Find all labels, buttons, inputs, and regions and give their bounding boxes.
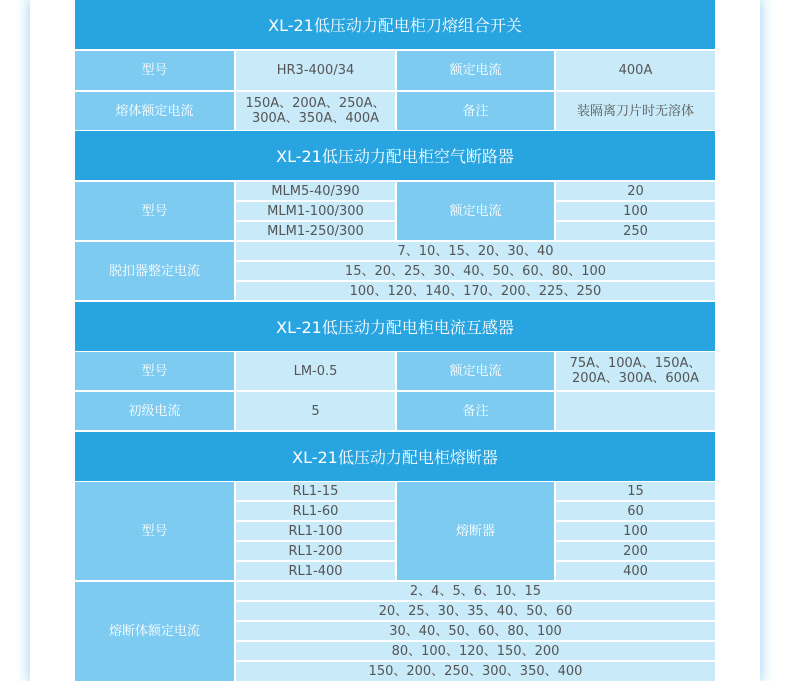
value-ct-remark (556, 392, 715, 430)
label-fuse-element-current: 熔断体额定电流 (75, 582, 234, 681)
trip-current-row-3: 100、120、140、170、200、225、250 (236, 282, 715, 300)
label-trip-current: 脱扣器整定电流 (75, 242, 234, 300)
value-primary-current: 5 (236, 392, 395, 430)
value-line: 200A、300A、600A (571, 371, 700, 386)
fuse-current-5: 400 (556, 562, 715, 580)
fuse-model-5: RL1-400 (236, 562, 395, 580)
value-line: 150A、200A、250A、 (245, 96, 386, 111)
breaker-current-1: 20 (556, 182, 715, 200)
fuse-element-row-1: 2、4、5、6、10、15 (236, 582, 715, 600)
value-rated-current: 400A (556, 51, 715, 90)
label-fuse-model: 型号 (75, 482, 234, 580)
section-title-switch: XL-21低压动力配电柜刀熔组合开关 (75, 0, 715, 49)
value-ct-rated-current (556, 352, 715, 390)
label-ct-rated-current: 额定电流 (397, 352, 554, 390)
fuse-current-4: 200 (556, 542, 715, 560)
breaker-model-1: MLM5-40/390 (236, 182, 395, 200)
label-primary-current: 初级电流 (75, 392, 234, 430)
value-fuse-rated-current (236, 92, 395, 130)
fuse-current-3: 100 (556, 522, 715, 540)
fuse-element-row-2: 20、25、30、35、40、50、60 (236, 602, 715, 620)
value-remark: 装隔离刀片时无溶体 (556, 92, 715, 130)
label-fuse-rated-current: 熔体额定电流 (75, 92, 234, 130)
fuse-element-row-5: 150、200、250、300、350、400 (236, 662, 715, 681)
breaker-current-3: 250 (556, 222, 715, 240)
fuse-model-1: RL1-15 (236, 482, 395, 500)
label-remark: 备注 (397, 92, 554, 130)
section-title-transformer: XL-21低压动力配电柜电流互感器 (75, 302, 715, 351)
breaker-model-3: MLM1-250/300 (236, 222, 395, 240)
fuse-element-row-3: 30、40、50、60、80、100 (236, 622, 715, 640)
section-title-breaker: XL-21低压动力配电柜空气断路器 (75, 131, 715, 180)
label-fuse: 熔断器 (397, 482, 554, 580)
label-rated-current: 额定电流 (397, 51, 554, 90)
trip-current-row-2: 15、20、25、30、40、50、60、80、100 (236, 262, 715, 280)
fuse-current-2: 60 (556, 502, 715, 520)
label-ct-remark: 备注 (397, 392, 554, 430)
label-model: 型号 (75, 51, 234, 90)
trip-current-row-1: 7、10、15、20、30、40 (236, 242, 715, 260)
fuse-current-1: 15 (556, 482, 715, 500)
section-title-fuse: XL-21低压动力配电柜熔断器 (75, 432, 715, 481)
value-line: 300A、350A、400A (251, 111, 380, 126)
fuse-model-2: RL1-60 (236, 502, 395, 520)
spec-sheet (75, 0, 715, 681)
value-ct-model: LM-0.5 (236, 352, 395, 390)
breaker-current-2: 100 (556, 202, 715, 220)
value-model: HR3-400/34 (236, 51, 395, 90)
fuse-model-4: RL1-200 (236, 542, 395, 560)
breaker-model-2: MLM1-100/300 (236, 202, 395, 220)
label-ct-model: 型号 (75, 352, 234, 390)
fuse-element-row-4: 80、100、120、150、200 (236, 642, 715, 660)
value-line: 75A、100A、150A、 (569, 356, 702, 371)
fuse-model-3: RL1-100 (236, 522, 395, 540)
label-breaker-rated-current: 额定电流 (397, 182, 554, 240)
label-breaker-model: 型号 (75, 182, 234, 240)
